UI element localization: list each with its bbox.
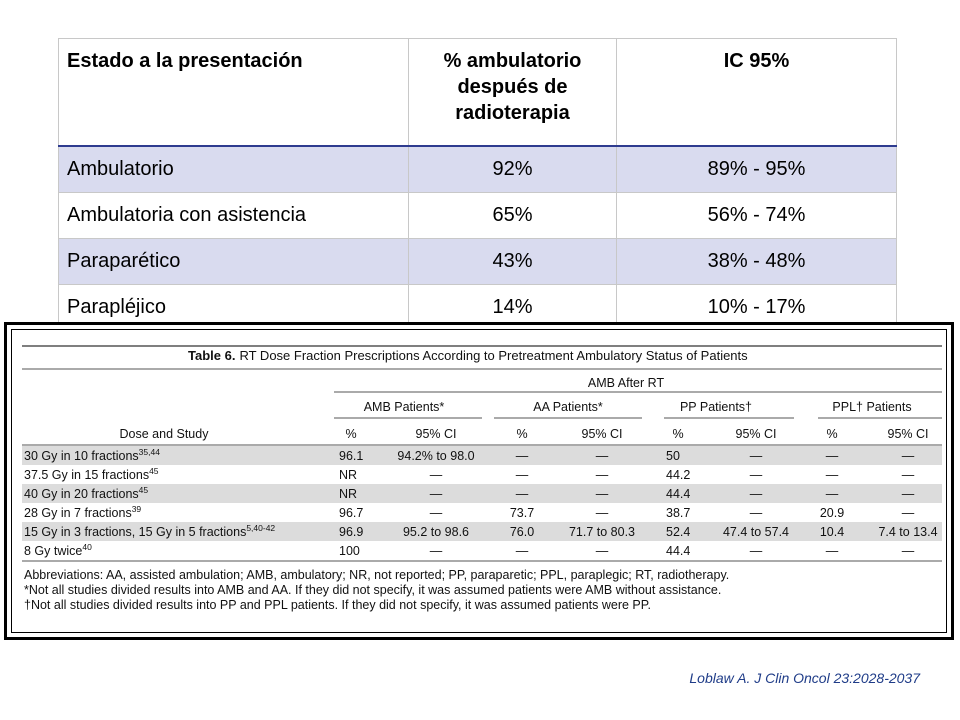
- dose-label: 15 Gy in 3 fractions, 15 Gy in 5 fractions: [24, 525, 247, 539]
- scanned-table-frame: [4, 322, 954, 640]
- dose-label: 40 Gy in 20 fractions: [24, 487, 139, 501]
- footnote-abbreviations: Abbreviations: AA, assisted ambulation; AMB, ambulatory; NR, not reported; PP, paraparetic; PPL, paraplegic; RT, radiotherapy.: [24, 568, 730, 582]
- percent-cell: —: [825, 487, 839, 501]
- table-row: [59, 239, 897, 285]
- ci-cell: —: [749, 449, 763, 463]
- header-row: [59, 39, 897, 147]
- ci-cell: —: [595, 487, 609, 501]
- ci-cell: —: [749, 506, 763, 520]
- col-percent: %: [345, 427, 357, 441]
- cell-estado: Paraparético: [59, 239, 409, 285]
- percent-cell: 44.4: [666, 487, 691, 501]
- percent-cell: —: [515, 468, 529, 482]
- reference-superscript: 35,44: [138, 447, 160, 457]
- reference-superscript: 5,40-42: [246, 523, 276, 533]
- dose-study-cell: [24, 504, 141, 520]
- ci-cell: 47.4 to 57.4: [722, 525, 790, 539]
- ci-cell: 71.7 to 80.3: [568, 525, 636, 539]
- col-percent: %: [672, 427, 684, 441]
- subgroup-amb: AMB Patients*: [363, 400, 445, 414]
- cell-ci: 10% - 17%: [617, 285, 897, 331]
- dose-label: 8 Gy twice: [24, 544, 83, 558]
- subgroup-aa: AA Patients*: [533, 400, 603, 414]
- ci-cell: —: [595, 449, 609, 463]
- table-row: [59, 146, 897, 193]
- title-rest: RT Dose Fraction Prescriptions According to Pretreatment Ambulatory Status of Patients: [239, 348, 748, 363]
- row-shade: [22, 446, 942, 465]
- ci-cell: —: [901, 487, 915, 501]
- scan-table-row: [24, 542, 915, 558]
- ci-cell: 7.4 to 13.4: [878, 525, 938, 539]
- dose-label: 30 Gy in 10 fractions: [24, 449, 139, 463]
- cell-percent: 14%: [409, 285, 617, 331]
- col-ci: 95% CI: [415, 427, 457, 441]
- scanned-table-inner-border: [11, 329, 947, 633]
- percent-cell: 96.9: [339, 525, 364, 539]
- dose-study-cell: [24, 466, 159, 482]
- cell-ci: 38% - 48%: [617, 239, 897, 285]
- reference-superscript: 45: [149, 466, 159, 476]
- citation: Loblaw A. J Clin Oncol 23:2028-2037: [689, 670, 920, 686]
- ci-cell: 95.2 to 98.6: [402, 525, 470, 539]
- dose-study-cell: [24, 542, 92, 558]
- header-ic95: IC 95%: [617, 39, 897, 147]
- percent-cell: 38.7: [666, 506, 691, 520]
- cell-estado: Parapléjico: [59, 285, 409, 331]
- ci-cell: —: [429, 487, 443, 501]
- footnote-pp-ppl: †Not all studies divided results into PP and PPL patients. If they did not specify, it was assumed patients were PP.: [24, 598, 651, 612]
- cell-estado: Ambulatorio: [59, 146, 409, 193]
- cell-ci: 56% - 74%: [617, 193, 897, 239]
- percent-cell: —: [515, 544, 529, 558]
- percent-cell: 44.4: [666, 544, 691, 558]
- ci-cell: —: [749, 468, 763, 482]
- scanned-table: [12, 330, 952, 638]
- ci-cell: 94.2% to 98.0: [397, 449, 475, 463]
- ci-cell: —: [429, 468, 443, 482]
- header-estado: Estado a la presentación: [59, 39, 409, 147]
- ci-cell: —: [749, 544, 763, 558]
- header-ambulatorio: % ambulatorio después de radioterapia: [409, 39, 617, 147]
- percent-cell: NR: [339, 487, 358, 501]
- percent-cell: —: [825, 468, 839, 482]
- scan-table-title: [188, 348, 748, 363]
- reference-superscript: 45: [138, 485, 149, 495]
- percent-cell: —: [515, 487, 529, 501]
- cell-estado: Ambulatoria con asistencia: [59, 193, 409, 239]
- group-header: AMB After RT: [587, 376, 665, 390]
- scan-table-row: [24, 466, 915, 482]
- percent-cell: —: [825, 544, 839, 558]
- dose-study-cell: [24, 523, 275, 539]
- percent-cell: 100: [339, 544, 360, 558]
- ci-cell: —: [429, 506, 443, 520]
- ci-cell: —: [901, 544, 915, 558]
- ci-cell: —: [901, 449, 915, 463]
- percent-cell: 50: [666, 449, 680, 463]
- dose-study-cell: [24, 485, 148, 501]
- footnote-amb-aa: *Not all studies divided results into AMB and AA. If they did not specify, it was assumed patients were AMB without assistance.: [24, 583, 722, 597]
- percent-cell: 10.4: [819, 525, 845, 539]
- dose-label: 28 Gy in 7 fractions: [24, 506, 132, 520]
- percent-cell: 96.1: [339, 449, 364, 463]
- col-dose-study: Dose and Study: [119, 427, 209, 441]
- subgroup-pp: PP Patients†: [679, 400, 753, 414]
- percent-cell: 44.2: [666, 468, 691, 482]
- cell-percent: 43%: [409, 239, 617, 285]
- reference-superscript: 40: [82, 542, 92, 552]
- cell-percent: 92%: [409, 146, 617, 193]
- ci-cell: —: [901, 468, 915, 482]
- cell-ci: 89% - 95%: [617, 146, 897, 193]
- percent-cell: 96.7: [339, 506, 364, 520]
- col-ci: 95% CI: [887, 427, 929, 441]
- subgroup-ppl: PPL† Patients: [832, 400, 912, 414]
- ci-cell: —: [901, 506, 915, 520]
- col-percent: %: [826, 427, 838, 441]
- percent-cell: —: [515, 449, 529, 463]
- ci-cell: —: [749, 487, 763, 501]
- ci-cell: —: [429, 544, 443, 558]
- col-percent: %: [516, 427, 528, 441]
- ci-cell: —: [595, 544, 609, 558]
- scan-table-row: [24, 504, 915, 520]
- cell-percent: 65%: [409, 193, 617, 239]
- percent-cell: 76.0: [509, 525, 535, 539]
- ci-cell: —: [595, 506, 609, 520]
- col-ci: 95% CI: [581, 427, 623, 441]
- percent-cell: 52.4: [666, 525, 691, 539]
- ci-cell: —: [595, 468, 609, 482]
- dose-label: 37.5 Gy in 15 fractions: [24, 468, 150, 482]
- percent-cell: 20.9: [819, 506, 845, 520]
- title-bold: Table 6.: [188, 348, 236, 363]
- col-ci: 95% CI: [735, 427, 777, 441]
- ambulatory-outcome-table: [58, 38, 897, 331]
- percent-cell: NR: [339, 468, 358, 482]
- reference-superscript: 39: [131, 504, 142, 514]
- percent-cell: —: [825, 449, 839, 463]
- row-shade: [22, 484, 942, 503]
- percent-cell: 73.7: [509, 506, 535, 520]
- table-row: [59, 193, 897, 239]
